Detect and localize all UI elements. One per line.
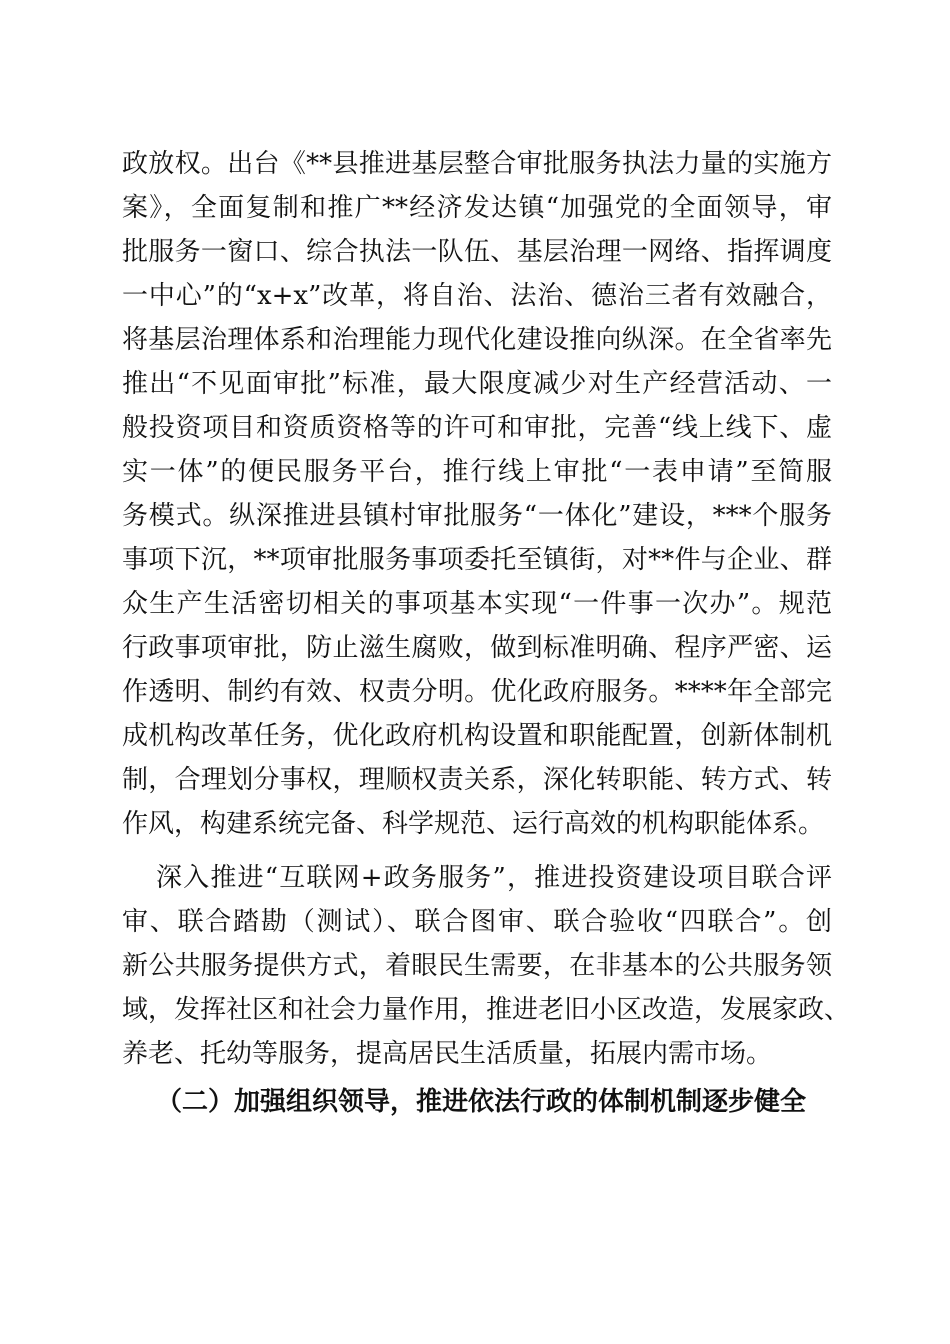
body-text-line: 作透明、制约有效、权责分明。优化政府服务。****年全部完 xyxy=(122,677,832,707)
body-text-line: 养老、托幼等服务，提高居民生活质量，拓展内需市场。 xyxy=(122,1039,773,1069)
body-text-line: 务模式。纵深推进县镇村审批服务“一体化”建设，***个服务 xyxy=(122,501,832,531)
body-text-line: 众生产生活密切相关的事项基本实现“一件事一次办”。规范 xyxy=(122,589,832,619)
body-text-line: 作风，构建系统完备、科学规范、运行高效的机构职能体系。 xyxy=(122,809,825,839)
body-text-line: 审、联合踏勘（测试）、联合图审、联合验收“四联合”。创 xyxy=(122,907,832,937)
body-text-line: 推出“不见面审批”标准，最大限度减少对生产经营活动、一 xyxy=(122,369,832,399)
body-text-line: 行政事项审批，防止滋生腐败，做到标准明确、程序严密、运 xyxy=(122,633,832,663)
body-text-line: 将基层治理体系和治理能力现代化建设推向纵深。在全省率先 xyxy=(122,325,832,355)
section-heading: （二）加强组织领导，推进依法行政的体制机制逐步健全 xyxy=(156,1087,807,1117)
body-text-line: 般投资项目和资质资格等的许可和审批，完善“线上线下、虚 xyxy=(122,413,832,443)
body-text-line: 成机构改革任务，优化政府机构设置和职能配置，创新体制机 xyxy=(122,721,832,751)
body-text-line: 实一体”的便民服务平台，推行线上审批“一表申请”至简服 xyxy=(122,457,832,487)
body-text-line: 新公共服务提供方式，着眼民生需要，在非基本的公共服务领 xyxy=(122,951,832,981)
body-text-line: 事项下沉，**项审批服务事项委托至镇街，对**件与企业、群 xyxy=(122,545,832,575)
body-text-line: 制，合理划分事权，理顺权责关系，深化转职能、转方式、转 xyxy=(122,765,832,795)
body-text-line: 深入推进“互联网+政务服务”，推进投资建设项目联合评 xyxy=(156,863,832,893)
body-text-line: 政放权。出台《**县推进基层整合审批服务执法力量的实施方 xyxy=(122,149,832,179)
body-text-line: 案》，全面复制和推广**经济发达镇“加强党的全面领导，审 xyxy=(122,193,832,223)
body-text-line: 一中心”的“x+x”改革，将自治、法治、德治三者有效融合， xyxy=(122,281,832,311)
body-text-line: 域，发挥社区和社会力量作用，推进老旧小区改造，发展家政、 xyxy=(122,995,851,1025)
body-text-line: 批服务一窗口、综合执法一队伍、基层治理一网络、指挥调度 xyxy=(122,237,832,267)
